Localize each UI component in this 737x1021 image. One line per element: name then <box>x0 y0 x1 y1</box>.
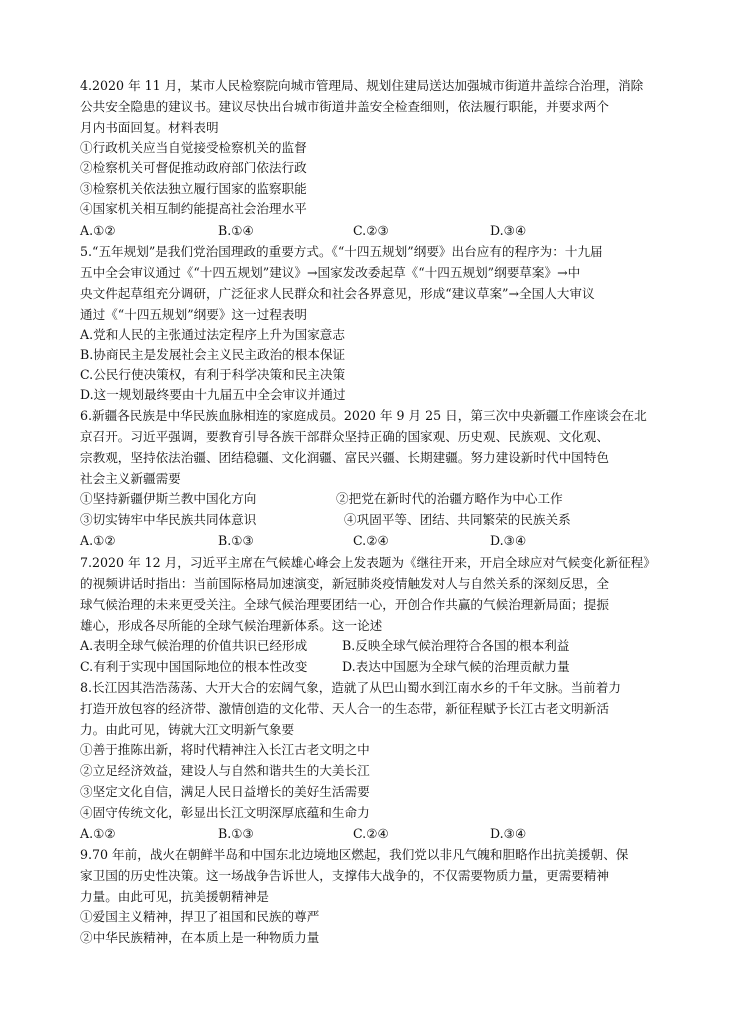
q7-option-d[interactable]: D.表达中国愿为全球气候的治理贡献力量 <box>342 659 570 674</box>
q6-stem-line-3: 宗教观，坚持依法治疆、团结稳疆、文化润疆、富民兴疆、长期建疆。努力建设新时代中国特色 <box>80 450 609 465</box>
q8-choice-1: ①善于推陈出新，将时代精神注入长江古老文明之中 <box>80 742 370 757</box>
q4-option-c[interactable]: C.②③ <box>353 223 389 238</box>
q9-choice-1: ①爱国主义精神，捍卫了祖国和民族的尊严 <box>80 909 320 924</box>
q4-choice-4: ④国家机关相互制约能提高社会治理水平 <box>80 201 307 216</box>
q7-option-c[interactable]: C.有利于实现中国国际地位的根本性改变 <box>80 659 308 674</box>
q6-option-b[interactable]: B.①③ <box>218 533 254 548</box>
q8-choice-2: ②立足经济效益，建设人与自然和谐共生的大美长江 <box>80 763 370 778</box>
q4-option-b[interactable]: B.①④ <box>218 223 254 238</box>
q9-stem-line-3: 力量。由此可见，抗美援朝精神是 <box>80 889 269 904</box>
q5-stem-line-4: 通过《“十四五规划”纲要》这一过程表明 <box>80 307 307 322</box>
q7-option-a[interactable]: A.表明全球气候治理的价值共识已经形成 <box>80 638 308 653</box>
q4-option-a[interactable]: A.①② <box>80 223 116 238</box>
q7-stem-line-1: 7.2020 年 12 月，习近平主席在气候雄心峰会上发表题为《继往开来，开启全球应对气候变化新征程》 <box>80 555 656 570</box>
q9-stem-line-1: 9.70 年前，战火在朝鲜半岛和中国东北边境地区燃起，我们党以非凡气魄和胆略作出抗美援朝、保 <box>80 847 629 862</box>
q9-choice-2: ②中华民族精神，在本质上是一种物质力量 <box>80 930 320 945</box>
q4-stem-line-1: 4.2020 年 11 月，某市人民检察院向城市管理局、规划住建局送达加强城市街道井盖综合治理，消除 <box>80 78 644 93</box>
q6-option-d[interactable]: D.③④ <box>490 533 527 548</box>
q8-option-a[interactable]: A.①② <box>80 826 116 841</box>
q4-choice-1: ①行政机关应当自觉接受检察机关的监督 <box>80 140 307 155</box>
q8-stem-line-1: 8.长江因其浩浩荡荡、大开大合的宏阔气象，造就了从巴山蜀水到江南水乡的千年文脉。当前着力 <box>80 680 621 695</box>
q6-stem-line-4: 社会主义新疆需要 <box>80 471 181 486</box>
q5-stem-line-3: 央文件起草组充分调研，广泛征求人民群众和社会各界意见，形成“建议草案”→全国人大审议 <box>80 286 595 301</box>
q6-stem-line-1: 6.新疆各民族是中华民族血脉相连的家庭成员。2020 年 9 月 25 日，第三次中央新疆工作座谈会在北 <box>80 408 647 423</box>
q6-choice-2: ②把党在新时代的治疆方略作为中心工作 <box>336 491 563 506</box>
q8-choice-3: ③坚定文化自信，满足人民日益增长的美好生活需要 <box>80 784 370 799</box>
q5-stem-line-1: 5.“五年规划”是我们党治国理政的重要方式。《“十四五规划”纲要》出台应有的程序为：十九届 <box>80 244 603 259</box>
q7-option-b[interactable]: B.反映全球气候治理符合各国的根本利益 <box>342 638 570 653</box>
q4-stem-line-3: 月内书面回复。材料表明 <box>80 120 219 135</box>
q7-stem-line-3: 球气候治理的未来更受关注。全球气候治理要团结一心，开创合作共赢的气候治理新局面；提振 <box>80 597 609 612</box>
q8-option-d[interactable]: D.③④ <box>490 826 527 841</box>
q8-option-c[interactable]: C.②④ <box>353 826 389 841</box>
q4-option-d[interactable]: D.③④ <box>490 223 527 238</box>
q4-choice-2: ②检察机关可督促推动政府部门依法行政 <box>80 160 307 175</box>
q6-choice-1: ①坚持新疆伊斯兰教中国化方向 <box>80 491 257 506</box>
q7-stem-line-2: 的视频讲话时指出：当前国际格局加速演变，新冠肺炎疫情触发对人与自然关系的深刻反思，全 <box>80 576 609 591</box>
q6-option-c[interactable]: C.②④ <box>353 533 389 548</box>
q8-option-b[interactable]: B.①③ <box>218 826 254 841</box>
q9-stem-line-2: 家卫国的历史性决策。这一场战争告诉世人，支撑伟大战争的，不仅需要物质力量，更需要精神 <box>80 868 609 883</box>
q6-choice-3: ③切实铸牢中华民族共同体意识 <box>80 512 257 527</box>
q6-stem-line-2: 京召开。习近平强调，要教育引导各族干部群众坚持正确的国家观、历史观、民族观、文化观、 <box>80 429 609 444</box>
q8-stem-line-3: 力。由此可见，铸就大江文明新气象要 <box>80 722 295 737</box>
q8-choice-4: ④固守传统文化，彰显出长江文明深厚底蕴和生命力 <box>80 805 370 820</box>
q5-option-d[interactable]: D.这一规划最终要由十九届五中全会审议并通过 <box>80 387 346 402</box>
q6-option-a[interactable]: A.①② <box>80 533 116 548</box>
q5-option-a[interactable]: A.党和人民的主张通过法定程序上升为国家意志 <box>80 327 345 342</box>
q5-option-c[interactable]: C.公民行使决策权，有利于科学决策和民主决策 <box>80 367 346 382</box>
q4-stem-line-2: 公共安全隐患的建议书。建议尽快出台城市街道井盖安全检查细则，依法履行职能，并要求两个 <box>80 99 609 114</box>
q5-stem-line-2: 五中全会审议通过《“十四五规划”建议》→国家发改委起草《“十四五规划”纲要草案》→中 <box>80 265 581 280</box>
q7-stem-line-4: 雄心，形成各尽所能的全球气候治理新体系。这一论述 <box>80 618 383 633</box>
q6-choice-4: ④巩固平等、团结、共同繁荣的民族关系 <box>344 512 571 527</box>
q5-option-b[interactable]: B.协商民主是发展社会主义民主政治的根本保证 <box>80 347 346 362</box>
q8-stem-line-2: 打造开放包容的经济带、激情创造的文化带、天人合一的生态带，新征程赋予长江古老文明新活 <box>80 701 609 716</box>
q4-choice-3: ③检察机关依法独立履行国家的监察职能 <box>80 181 307 196</box>
